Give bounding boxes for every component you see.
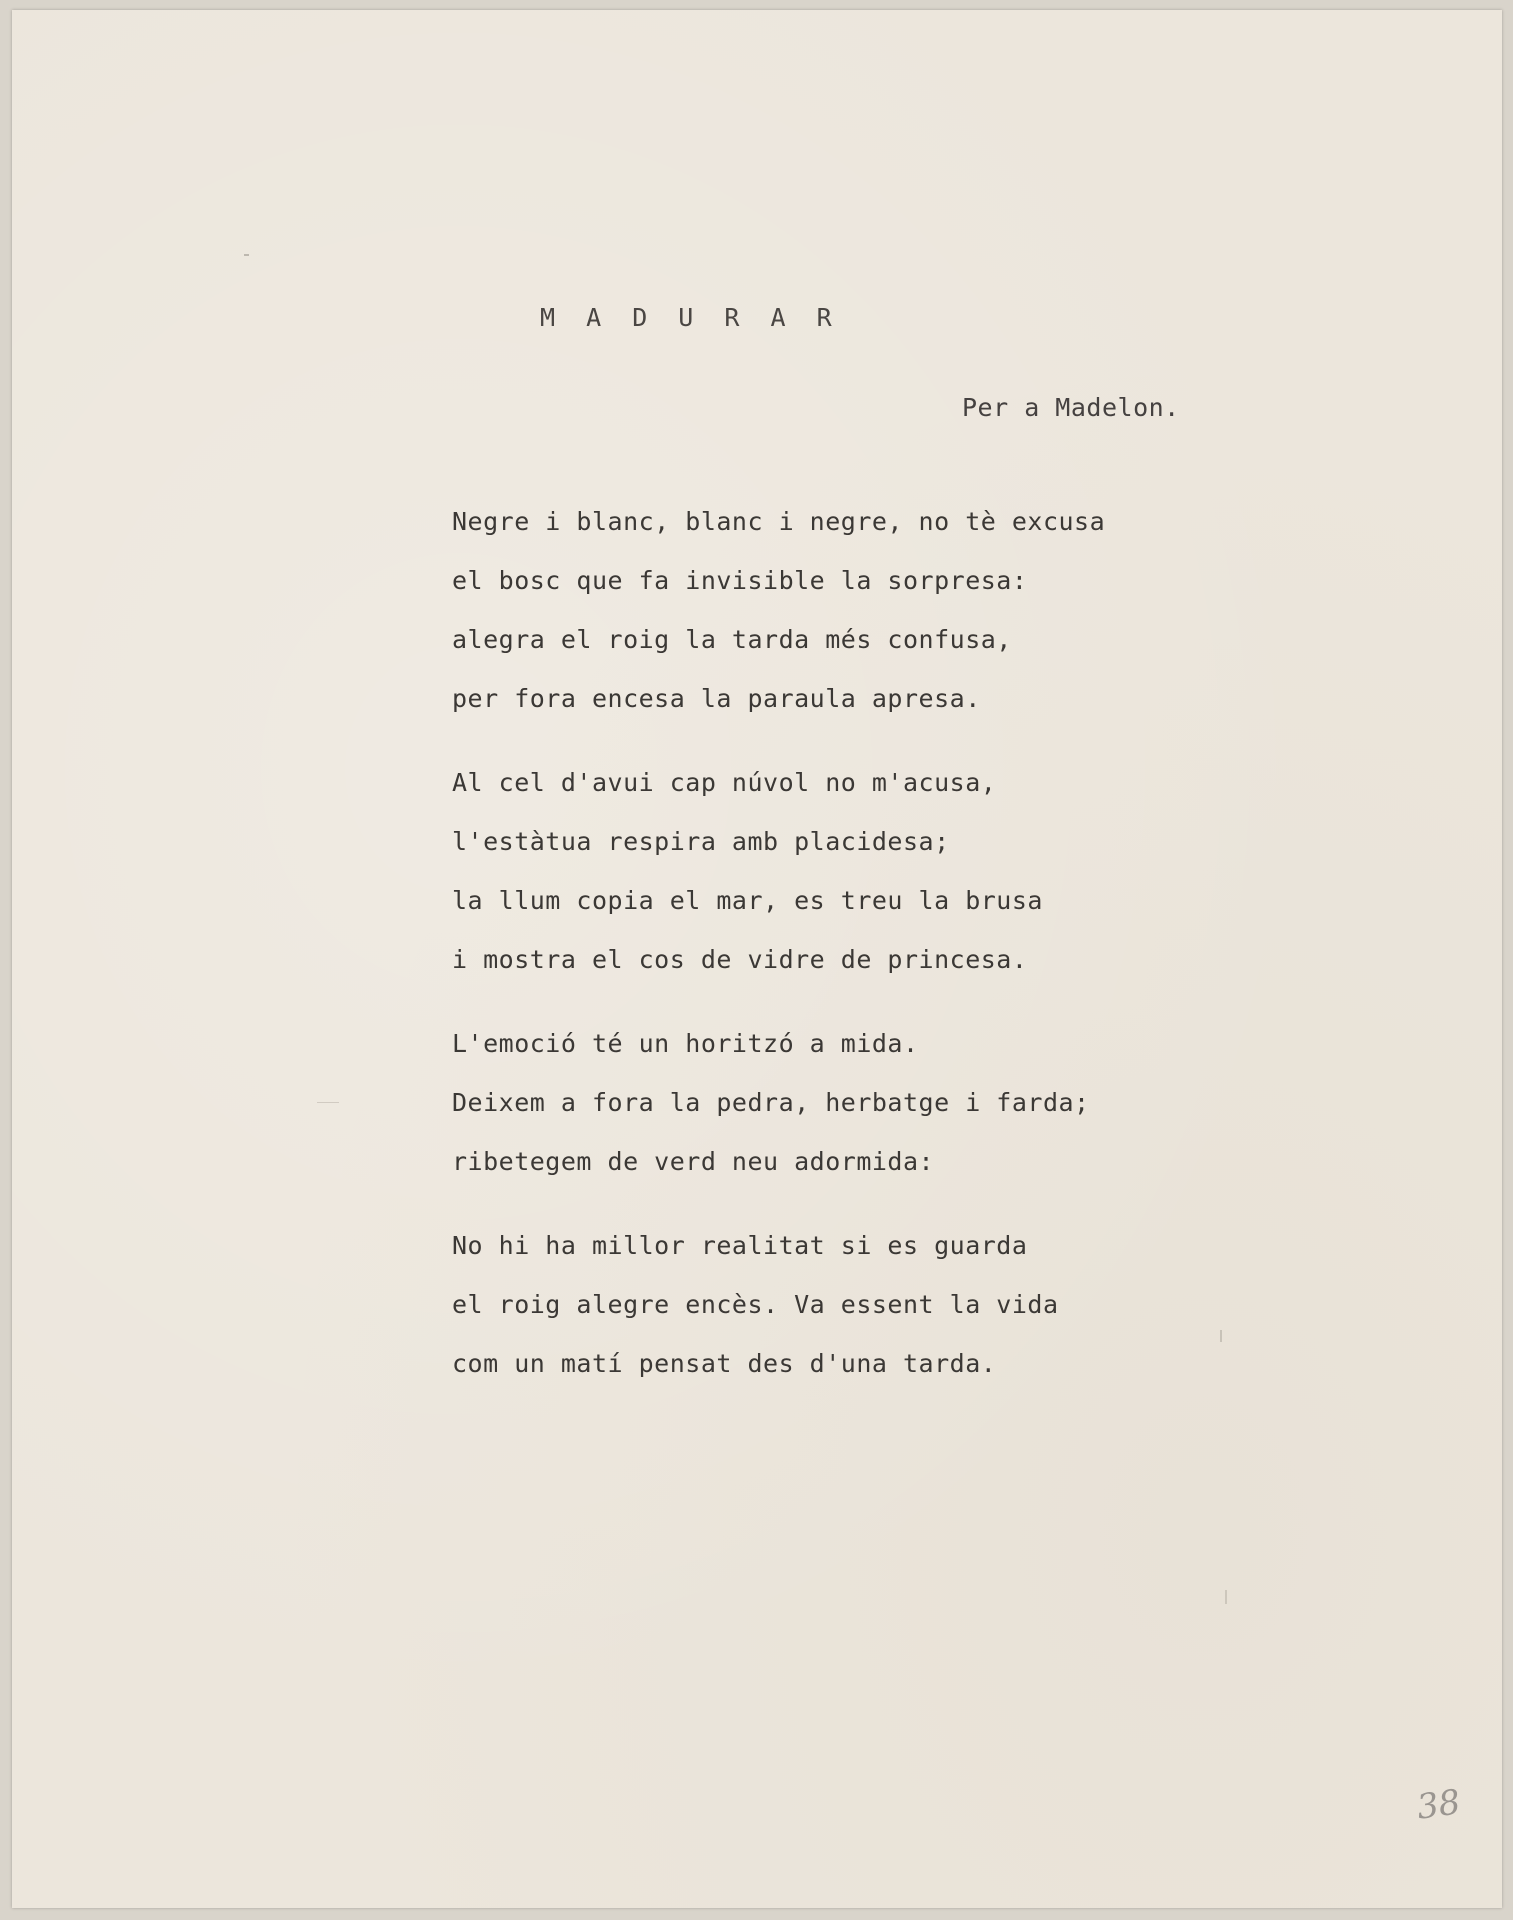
verse: Al cel d'avui cap núvol no m'acusa,: [452, 768, 997, 797]
verse: Negre i blanc, blanc i negre, no tè excusa: [452, 507, 1106, 536]
verse: Deixem a fora la pedra, herbatge i farda;: [452, 1088, 1090, 1117]
typewritten-page: [12, 10, 1502, 1908]
verse: No hi ha millor realitat si es guarda: [452, 1231, 1028, 1260]
verse: la llum copia el mar, es treu la brusa: [452, 886, 1043, 915]
verse: per fora encesa la paraula apresa.: [452, 684, 981, 713]
stanza-1: [452, 507, 1452, 714]
stanza-4: [452, 1231, 1452, 1379]
verse: el bosc que fa invisible la sorpresa:: [452, 566, 1028, 595]
poem-title: M A D U R A R: [540, 303, 840, 332]
paper-mark: [1225, 1590, 1227, 1604]
stanza-2: [452, 768, 1452, 975]
stanza-3: [452, 1029, 1452, 1177]
verse: el roig alegre encès. Va essent la vida: [452, 1290, 1059, 1319]
paper-mark: [1220, 1330, 1222, 1342]
paper-mark: [244, 254, 249, 256]
verse: L'emoció té un horitzó a mida.: [452, 1029, 919, 1058]
paper-mark: [317, 1102, 339, 1103]
poem-body: [452, 507, 1452, 1433]
verse: l'estàtua respira amb placidesa;: [452, 827, 950, 856]
verse: ribetegem de verd neu adormida:: [452, 1147, 935, 1176]
verse: com un matí pensat des d'una tarda.: [452, 1349, 997, 1378]
dedication: Per a Madelon.: [962, 393, 1180, 422]
verse: alegra el roig la tarda més confusa,: [452, 625, 1012, 654]
handwritten-page-number: 38: [1414, 1782, 1463, 1828]
verse: i mostra el cos de vidre de princesa.: [452, 945, 1028, 974]
